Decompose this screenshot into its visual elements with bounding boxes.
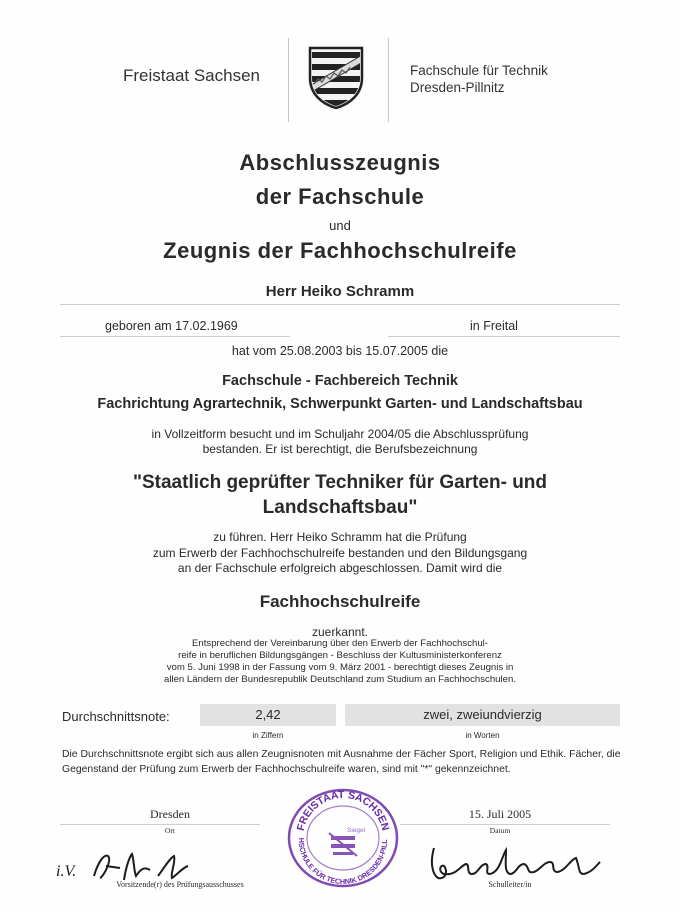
grade-digits: 2,42 xyxy=(255,707,281,722)
school-department: Fachschule - Fachbereich Technik xyxy=(222,373,458,389)
header-divider-right xyxy=(388,38,389,122)
place-signature-line xyxy=(60,824,260,825)
body3-line3: vom 5. Juni 1998 in der Fassung vom 9. März 2001 - berechtigt dieses Zeugnis in xyxy=(166,662,514,673)
grade-digits-field xyxy=(200,704,336,726)
saxony-coat-of-arms-icon xyxy=(304,44,368,110)
issuer-school-line1: Fachschule für Technik xyxy=(410,63,548,78)
birth-date: geboren am 17.02.1969 xyxy=(105,319,238,333)
body1-line2: bestanden. Er ist berechtigt, die Berufsbezeichnung xyxy=(202,442,478,456)
date-caption: Datum xyxy=(489,826,511,835)
body-paragraph-2 xyxy=(0,530,680,577)
stamp-top-text: FREISTAAT SACHSEN xyxy=(294,788,392,832)
title-line1: Abschlusszeugnis xyxy=(239,150,441,175)
body3-line4: allen Ländern der Bundesrepublik Deutschland zum Studium an Fachhochschulen. xyxy=(164,674,516,685)
body2-line1: zu führen. Herr Heiko Schramm hat die Prüfung xyxy=(213,530,467,544)
title-line3: Zeugnis der Fachhochschulreife xyxy=(163,238,517,263)
grade-label: Durchschnittsnote: xyxy=(62,709,170,724)
grade-words: zwei, zweiundvierzig xyxy=(423,707,542,722)
title-line2: der Fachschule xyxy=(255,184,425,209)
grade-words-field xyxy=(345,704,620,726)
chair-prefix: i.V. xyxy=(56,863,77,880)
signing-date: 15. Juli 2005 xyxy=(468,807,532,821)
birth-underline xyxy=(60,336,290,337)
awarded-text: zuerkannt. xyxy=(311,625,369,639)
signing-place: Dresden xyxy=(150,807,190,821)
principal-caption: Schulleiter/in xyxy=(488,880,532,889)
grade-note-line2: Gegenstand der Prüfung zum Erwerb der Fachhochschulreife waren, sind mit "*" gekennzeichnet. xyxy=(62,764,511,775)
title-and: und xyxy=(329,218,351,233)
issuer-school-line2: Dresden-Pillnitz xyxy=(410,80,505,95)
chair-caption: Vorsitzende(r) des Prüfungsausschusses xyxy=(116,880,244,889)
body3-line2: reife in beruflichen Bildungsgängen - Beschluss der Kultusministerkonferenz xyxy=(178,650,502,661)
study-period: hat vom 25.08.2003 bis 15.07.2005 die xyxy=(231,344,449,358)
holder-name: Herr Heiko Schramm xyxy=(265,283,415,300)
birth-place: in Freital xyxy=(470,319,518,333)
place-caption: Ort xyxy=(165,826,175,835)
body-paragraph-3 xyxy=(0,638,680,686)
header-divider-left xyxy=(288,38,289,122)
grade-digits-caption: in Ziffern xyxy=(252,731,284,740)
issuer-school xyxy=(410,62,548,96)
body-paragraph-1 xyxy=(0,427,680,457)
grade-words-caption: in Worten xyxy=(465,731,500,740)
stamp-coat-of-arms-icon xyxy=(329,833,357,856)
date-signature-line xyxy=(400,824,610,825)
school-specialization: Fachrichtung Agrartechnik, Schwerpunkt Garten- und Landschaftsbau xyxy=(97,396,583,412)
issuer-state: Freistaat Sachsen xyxy=(122,66,260,85)
professional-title-line1: "Staatlich geprüfter Techniker für Garten- und xyxy=(132,472,548,493)
professional-title-line2: Landschaftsbau" xyxy=(262,497,418,518)
body3-line1: Entsprechend der Vereinbarung über den Erwerb der Fachhochschul- xyxy=(192,638,488,649)
place-underline xyxy=(388,336,620,337)
grade-note-line1: Die Durchschnittsnote ergibt sich aus allen Zeugnisnoten mit Ausnahme der Fächer Sport, Religion und Ethik. Fächer, die xyxy=(62,749,621,760)
stamp-ring-text: HSCHULE FÜR TECHNIK DRESDEN-PILL xyxy=(296,837,390,887)
qualification-heading: Fachhochschulreife xyxy=(259,592,421,611)
body2-line3: an der Fachschule erfolgreich abgeschlossen. Damit wird die xyxy=(177,561,503,575)
stamp-center-text: Siegel xyxy=(347,827,366,834)
professional-title xyxy=(0,470,680,520)
official-stamp xyxy=(285,786,401,890)
body1-line1: in Vollzeitform besucht und im Schuljahr 2004/05 die Abschlussprüfung xyxy=(151,427,529,441)
principal-signature xyxy=(420,838,610,886)
name-underline xyxy=(60,304,620,305)
body2-line2: zum Erwerb der Fachhochschulreife bestanden und den Bildungsgang xyxy=(152,545,528,560)
grade-note xyxy=(62,747,632,777)
